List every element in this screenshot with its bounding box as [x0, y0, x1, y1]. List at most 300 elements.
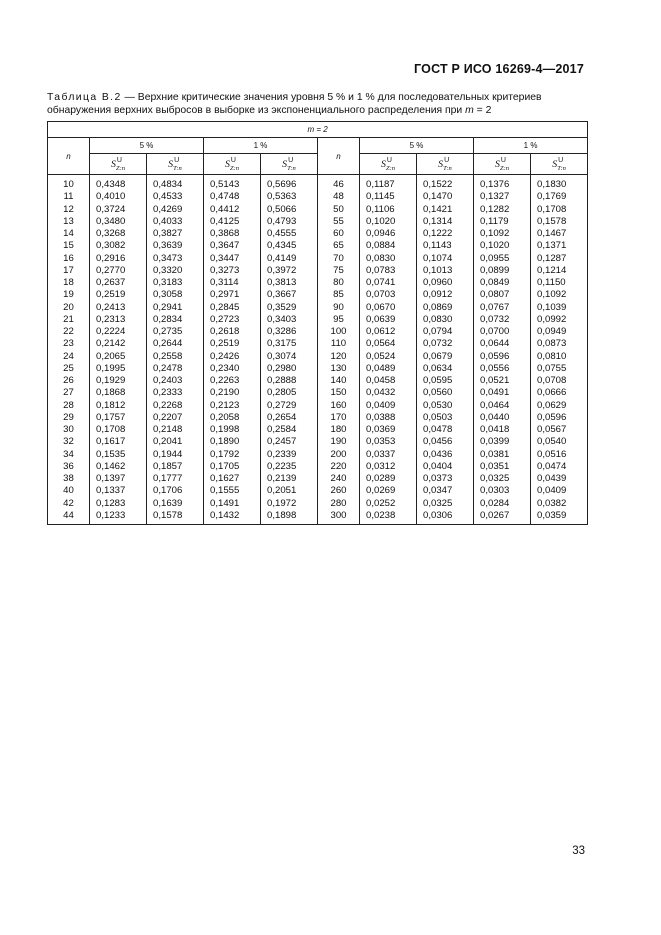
- cell-value: 0,3647: [204, 240, 261, 252]
- cell-n: 13: [48, 216, 90, 228]
- cell-value: 0,2735: [147, 326, 204, 338]
- cell-value: 0,2207: [147, 412, 204, 424]
- cell-value: 0,0873: [531, 338, 588, 350]
- cell-value: 0,1708: [531, 204, 588, 216]
- cell-n: 95: [318, 314, 360, 326]
- cell-n: 44: [48, 510, 90, 525]
- cell-value: 0,1830: [531, 175, 588, 192]
- cell-value: 0,3286: [261, 326, 318, 338]
- cell-n: 20: [48, 302, 90, 314]
- cell-value: 0,2618: [204, 326, 261, 338]
- cell-value: 0,1039: [531, 302, 588, 314]
- cell-n: 55: [318, 216, 360, 228]
- cell-value: 0,2519: [204, 338, 261, 350]
- cell-value: 0,0351: [474, 461, 531, 473]
- cell-value: 0,0373: [417, 473, 474, 485]
- cell-value: 0,1376: [474, 175, 531, 192]
- cell-value: 0,0946: [360, 228, 417, 240]
- cell-value: 0,0325: [417, 498, 474, 510]
- cell-value: 0,0503: [417, 412, 474, 424]
- table-row: [48, 351, 588, 363]
- cell-value: 0,2340: [204, 363, 261, 375]
- cell-n: 180: [318, 424, 360, 436]
- cell-value: 0,1535: [90, 449, 147, 461]
- cell-value: 0,2190: [204, 387, 261, 399]
- cell-value: 0,2834: [147, 314, 204, 326]
- table-row: [48, 191, 588, 203]
- cell-value: 0,0666: [531, 387, 588, 399]
- cell-value: 0,0830: [417, 314, 474, 326]
- cell-value: 0,0524: [360, 351, 417, 363]
- cell-value: 0,3667: [261, 289, 318, 301]
- cell-value: 0,0381: [474, 449, 531, 461]
- cell-n: 46: [318, 175, 360, 192]
- cell-value: 0,0540: [531, 436, 588, 448]
- cell-value: 0,0530: [417, 400, 474, 412]
- cell-value: 0,3175: [261, 338, 318, 350]
- table-row: [48, 424, 588, 436]
- table-row: [48, 400, 588, 412]
- symbol-st-header: $S^U_{T:n}$: [261, 154, 318, 175]
- cell-n: 38: [48, 473, 90, 485]
- cell-value: 0,3868: [204, 228, 261, 240]
- cell-value: 0,1013: [417, 265, 474, 277]
- cell-value: 0,0612: [360, 326, 417, 338]
- cell-n: 24: [48, 351, 90, 363]
- cell-n: 120: [318, 351, 360, 363]
- cell-value: 0,1705: [204, 461, 261, 473]
- cell-value: 0,0238: [360, 510, 417, 525]
- cell-value: 0,1214: [531, 265, 588, 277]
- cell-value: 0,0783: [360, 265, 417, 277]
- cell-value: 0,1944: [147, 449, 204, 461]
- page-number: 33: [572, 845, 585, 857]
- cell-value: 0,0564: [360, 338, 417, 350]
- cell-value: 0,2333: [147, 387, 204, 399]
- cell-value: 0,2888: [261, 375, 318, 387]
- cell-n: 29: [48, 412, 90, 424]
- table-row: [48, 314, 588, 326]
- cell-value: 0,1578: [531, 216, 588, 228]
- cell-n: 36: [48, 461, 90, 473]
- cell-n: 300: [318, 510, 360, 525]
- cell-value: 0,0306: [417, 510, 474, 525]
- cell-n: 80: [318, 277, 360, 289]
- cell-value: 0,0794: [417, 326, 474, 338]
- cell-n: 42: [48, 498, 90, 510]
- cell-value: 0,1792: [204, 449, 261, 461]
- cell-value: 0,0639: [360, 314, 417, 326]
- cell-value: 0,2235: [261, 461, 318, 473]
- cell-value: 0,4412: [204, 204, 261, 216]
- critical-values-table: [47, 121, 588, 525]
- cell-value: 0,0303: [474, 485, 531, 497]
- cell-value: 0,1282: [474, 204, 531, 216]
- cell-value: 0,2637: [90, 277, 147, 289]
- cell-value: 0,4345: [261, 240, 318, 252]
- cell-value: 0,0458: [360, 375, 417, 387]
- cell-value: 0,0284: [474, 498, 531, 510]
- table-row: [48, 436, 588, 448]
- cell-value: 0,0732: [474, 314, 531, 326]
- cell-value: 0,1470: [417, 191, 474, 203]
- cell-value: 0,1020: [360, 216, 417, 228]
- cell-n: 70: [318, 253, 360, 265]
- cell-value: 0,1757: [90, 412, 147, 424]
- cell-value: 0,2971: [204, 289, 261, 301]
- cell-value: 0,3447: [204, 253, 261, 265]
- cell-value: 0,2123: [204, 400, 261, 412]
- cell-value: 0,5143: [204, 175, 261, 192]
- cell-value: 0,3114: [204, 277, 261, 289]
- cell-value: 0,4533: [147, 191, 204, 203]
- cell-value: 0,1092: [474, 228, 531, 240]
- cell-value: 0,3082: [90, 240, 147, 252]
- cell-value: 0,2426: [204, 351, 261, 363]
- cell-value: 0,3639: [147, 240, 204, 252]
- cell-value: 0,2058: [204, 412, 261, 424]
- table-row: [48, 228, 588, 240]
- cell-value: 0,2224: [90, 326, 147, 338]
- cell-n: 28: [48, 400, 90, 412]
- table-row: [48, 253, 588, 265]
- cell-n: 14: [48, 228, 90, 240]
- cell-value: 0,0347: [417, 485, 474, 497]
- cell-value: 0,2148: [147, 424, 204, 436]
- table-row: [48, 461, 588, 473]
- table-row: [48, 175, 588, 192]
- cell-n: 48: [318, 191, 360, 203]
- cell-value: 0,2845: [204, 302, 261, 314]
- cell-n: 17: [48, 265, 90, 277]
- cell-value: 0,0399: [474, 436, 531, 448]
- table-row: [48, 277, 588, 289]
- cell-value: 0,1020: [474, 240, 531, 252]
- cell-value: 0,0899: [474, 265, 531, 277]
- cell-value: 0,1890: [204, 436, 261, 448]
- cell-value: 0,1857: [147, 461, 204, 473]
- table-caption-variable: m: [465, 105, 474, 116]
- cell-value: 0,2941: [147, 302, 204, 314]
- table-row: [48, 326, 588, 338]
- cell-value: 0,3813: [261, 277, 318, 289]
- cell-value: 0,3074: [261, 351, 318, 363]
- cell-n: 15: [48, 240, 90, 252]
- table-caption-label: Таблица В.2: [47, 92, 122, 103]
- cell-value: 0,0596: [474, 351, 531, 363]
- symbol-sz-header: $S^U_{Z:n}$: [474, 154, 531, 175]
- table-row: [48, 412, 588, 424]
- cell-value: 0,4033: [147, 216, 204, 228]
- cell-value: 0,0516: [531, 449, 588, 461]
- cell-n: 160: [318, 400, 360, 412]
- cell-value: 0,0432: [360, 387, 417, 399]
- cell-value: 0,1150: [531, 277, 588, 289]
- table-row: [48, 363, 588, 375]
- cell-n: 260: [318, 485, 360, 497]
- cell-value: 0,1092: [531, 289, 588, 301]
- cell-value: 0,0478: [417, 424, 474, 436]
- cell-value: 0,4834: [147, 175, 204, 192]
- cell-n: 27: [48, 387, 90, 399]
- cell-value: 0,0269: [360, 485, 417, 497]
- cell-value: 0,2723: [204, 314, 261, 326]
- cell-value: 0,1777: [147, 473, 204, 485]
- cell-n: 190: [318, 436, 360, 448]
- cell-value: 0,0439: [531, 473, 588, 485]
- cell-value: 0,1639: [147, 498, 204, 510]
- cell-n: 140: [318, 375, 360, 387]
- cell-value: 0,2413: [90, 302, 147, 314]
- cell-value: 0,4125: [204, 216, 261, 228]
- cell-n: 11: [48, 191, 90, 203]
- cell-value: 0,2139: [261, 473, 318, 485]
- cell-value: 0,0359: [531, 510, 588, 525]
- cell-value: 0,3473: [147, 253, 204, 265]
- cell-value: 0,1995: [90, 363, 147, 375]
- cell-value: 0,1327: [474, 191, 531, 203]
- cell-value: 0,1706: [147, 485, 204, 497]
- cell-value: 0,0703: [360, 289, 417, 301]
- cell-value: 0,1467: [531, 228, 588, 240]
- cell-value: 0,1578: [147, 510, 204, 525]
- table-row: [48, 289, 588, 301]
- cell-value: 0,2916: [90, 253, 147, 265]
- cell-value: 0,3183: [147, 277, 204, 289]
- cell-n: 16: [48, 253, 90, 265]
- cell-value: 0,4010: [90, 191, 147, 203]
- cell-n: 60: [318, 228, 360, 240]
- cell-value: 0,0629: [531, 400, 588, 412]
- table-row: [48, 204, 588, 216]
- cell-n: 85: [318, 289, 360, 301]
- n-header-left: n: [48, 138, 90, 175]
- cell-value: 0,1287: [531, 253, 588, 265]
- cell-n: 110: [318, 338, 360, 350]
- cell-value: 0,0949: [531, 326, 588, 338]
- cell-value: 0,0595: [417, 375, 474, 387]
- cell-value: 0,2770: [90, 265, 147, 277]
- cell-value: 0,2041: [147, 436, 204, 448]
- cell-value: 0,1627: [204, 473, 261, 485]
- cell-value: 0,0521: [474, 375, 531, 387]
- cell-value: 0,0955: [474, 253, 531, 265]
- cell-n: 34: [48, 449, 90, 461]
- cell-value: 0,2263: [204, 375, 261, 387]
- cell-value: 0,3724: [90, 204, 147, 216]
- standard-designation: ГОСТ Р ИСО 16269-4—2017: [414, 62, 584, 76]
- cell-value: 0,0596: [531, 412, 588, 424]
- cell-value: 0,0644: [474, 338, 531, 350]
- cell-n: 65: [318, 240, 360, 252]
- cell-n: 100: [318, 326, 360, 338]
- cell-n: 10: [48, 175, 90, 192]
- cell-value: 0,1314: [417, 216, 474, 228]
- cell-value: 0,0556: [474, 363, 531, 375]
- table-caption-text: — Верхние критические значения уровня 5 % и 1 % для последовательных критериев обнаружения верхних выбросов в выборке из экспоненциального распределения при: [47, 92, 542, 116]
- cell-value: 0,3480: [90, 216, 147, 228]
- cell-value: 0,5696: [261, 175, 318, 192]
- cell-value: 0,2142: [90, 338, 147, 350]
- cell-value: 0,1868: [90, 387, 147, 399]
- cell-value: 0,1421: [417, 204, 474, 216]
- cell-n: 30: [48, 424, 90, 436]
- cell-value: 0,2980: [261, 363, 318, 375]
- cell-value: 0,5363: [261, 191, 318, 203]
- cell-value: 0,3058: [147, 289, 204, 301]
- cell-value: 0,1972: [261, 498, 318, 510]
- cell-value: 0,4269: [147, 204, 204, 216]
- cell-n: 240: [318, 473, 360, 485]
- cell-value: 0,2558: [147, 351, 204, 363]
- cell-n: 200: [318, 449, 360, 461]
- cell-value: 0,0741: [360, 277, 417, 289]
- symbol-sz-header: $S^U_{Z:n}$: [204, 154, 261, 175]
- cell-value: 0,3273: [204, 265, 261, 277]
- cell-n: 50: [318, 204, 360, 216]
- table-row: [48, 510, 588, 525]
- cell-value: 0,0409: [360, 400, 417, 412]
- level-5-header-left: 5 %: [90, 138, 204, 154]
- cell-value: 0,0634: [417, 363, 474, 375]
- cell-value: 0,1233: [90, 510, 147, 525]
- cell-value: 0,1145: [360, 191, 417, 203]
- cell-value: 0,1179: [474, 216, 531, 228]
- cell-value: 0,1371: [531, 240, 588, 252]
- cell-value: 0,2051: [261, 485, 318, 497]
- cell-n: 21: [48, 314, 90, 326]
- m-parameter-header: m = 2: [48, 122, 588, 138]
- cell-n: 12: [48, 204, 90, 216]
- symbol-sz-header: $S^U_{Z:n}$: [360, 154, 417, 175]
- cell-value: 0,0560: [417, 387, 474, 399]
- cell-value: 0,1397: [90, 473, 147, 485]
- cell-value: 0,0440: [474, 412, 531, 424]
- cell-value: 0,0755: [531, 363, 588, 375]
- cell-value: 0,0409: [531, 485, 588, 497]
- cell-value: 0,0807: [474, 289, 531, 301]
- cell-value: 0,2268: [147, 400, 204, 412]
- cell-value: 0,0382: [531, 498, 588, 510]
- cell-value: 0,0849: [474, 277, 531, 289]
- cell-n: 90: [318, 302, 360, 314]
- table-row: [48, 387, 588, 399]
- cell-value: 0,1555: [204, 485, 261, 497]
- cell-value: 0,1462: [90, 461, 147, 473]
- cell-value: 0,1106: [360, 204, 417, 216]
- cell-value: 0,1522: [417, 175, 474, 192]
- cell-n: 19: [48, 289, 90, 301]
- cell-value: 0,0830: [360, 253, 417, 265]
- cell-value: 0,2654: [261, 412, 318, 424]
- cell-value: 0,4348: [90, 175, 147, 192]
- symbol-sz-header: $S^U_{Z:n}$: [90, 154, 147, 175]
- cell-value: 0,1708: [90, 424, 147, 436]
- cell-value: 0,1074: [417, 253, 474, 265]
- cell-value: 0,2403: [147, 375, 204, 387]
- cell-value: 0,3529: [261, 302, 318, 314]
- cell-n: 170: [318, 412, 360, 424]
- cell-n: 280: [318, 498, 360, 510]
- table-row: [48, 216, 588, 228]
- cell-value: 0,2519: [90, 289, 147, 301]
- cell-value: 0,1491: [204, 498, 261, 510]
- cell-n: 150: [318, 387, 360, 399]
- table-row: [48, 473, 588, 485]
- cell-value: 0,3268: [90, 228, 147, 240]
- cell-value: 0,2805: [261, 387, 318, 399]
- table-caption: [47, 91, 607, 117]
- cell-value: 0,3827: [147, 228, 204, 240]
- cell-value: 0,1283: [90, 498, 147, 510]
- cell-value: 0,5066: [261, 204, 318, 216]
- cell-value: 0,3320: [147, 265, 204, 277]
- cell-value: 0,0337: [360, 449, 417, 461]
- cell-value: 0,1222: [417, 228, 474, 240]
- cell-value: 0,0404: [417, 461, 474, 473]
- cell-value: 0,1187: [360, 175, 417, 192]
- cell-value: 0,3403: [261, 314, 318, 326]
- table-row: [48, 375, 588, 387]
- cell-value: 0,1432: [204, 510, 261, 525]
- cell-value: 0,1617: [90, 436, 147, 448]
- cell-value: 0,0491: [474, 387, 531, 399]
- cell-value: 0,2313: [90, 314, 147, 326]
- cell-value: 0,2457: [261, 436, 318, 448]
- symbol-st-header: $S^U_{T:n}$: [147, 154, 204, 175]
- cell-value: 0,1337: [90, 485, 147, 497]
- cell-value: 0,0267: [474, 510, 531, 525]
- cell-value: 0,4748: [204, 191, 261, 203]
- table-row: [48, 485, 588, 497]
- cell-value: 0,0992: [531, 314, 588, 326]
- table-row: [48, 302, 588, 314]
- cell-value: 0,0767: [474, 302, 531, 314]
- cell-value: 0,4149: [261, 253, 318, 265]
- cell-n: 25: [48, 363, 90, 375]
- table-row: [48, 498, 588, 510]
- cell-value: 0,0679: [417, 351, 474, 363]
- cell-value: 0,0252: [360, 498, 417, 510]
- cell-value: 0,0708: [531, 375, 588, 387]
- cell-value: 0,0289: [360, 473, 417, 485]
- cell-n: 26: [48, 375, 90, 387]
- cell-value: 0,2729: [261, 400, 318, 412]
- cell-value: 0,4555: [261, 228, 318, 240]
- cell-value: 0,2644: [147, 338, 204, 350]
- cell-value: 0,0567: [531, 424, 588, 436]
- cell-n: 32: [48, 436, 90, 448]
- table-row: [48, 449, 588, 461]
- cell-value: 0,0388: [360, 412, 417, 424]
- table-row: [48, 265, 588, 277]
- cell-value: 0,0732: [417, 338, 474, 350]
- cell-n: 130: [318, 363, 360, 375]
- cell-value: 0,3972: [261, 265, 318, 277]
- cell-n: 220: [318, 461, 360, 473]
- symbol-st-header: $S^U_{T:n}$: [531, 154, 588, 175]
- cell-value: 0,0436: [417, 449, 474, 461]
- cell-value: 0,0912: [417, 289, 474, 301]
- cell-value: 0,0456: [417, 436, 474, 448]
- cell-n: 40: [48, 485, 90, 497]
- cell-value: 0,0325: [474, 473, 531, 485]
- cell-n: 75: [318, 265, 360, 277]
- cell-value: 0,0464: [474, 400, 531, 412]
- level-1-header-left: 1 %: [204, 138, 318, 154]
- cell-value: 0,0369: [360, 424, 417, 436]
- cell-value: 0,2478: [147, 363, 204, 375]
